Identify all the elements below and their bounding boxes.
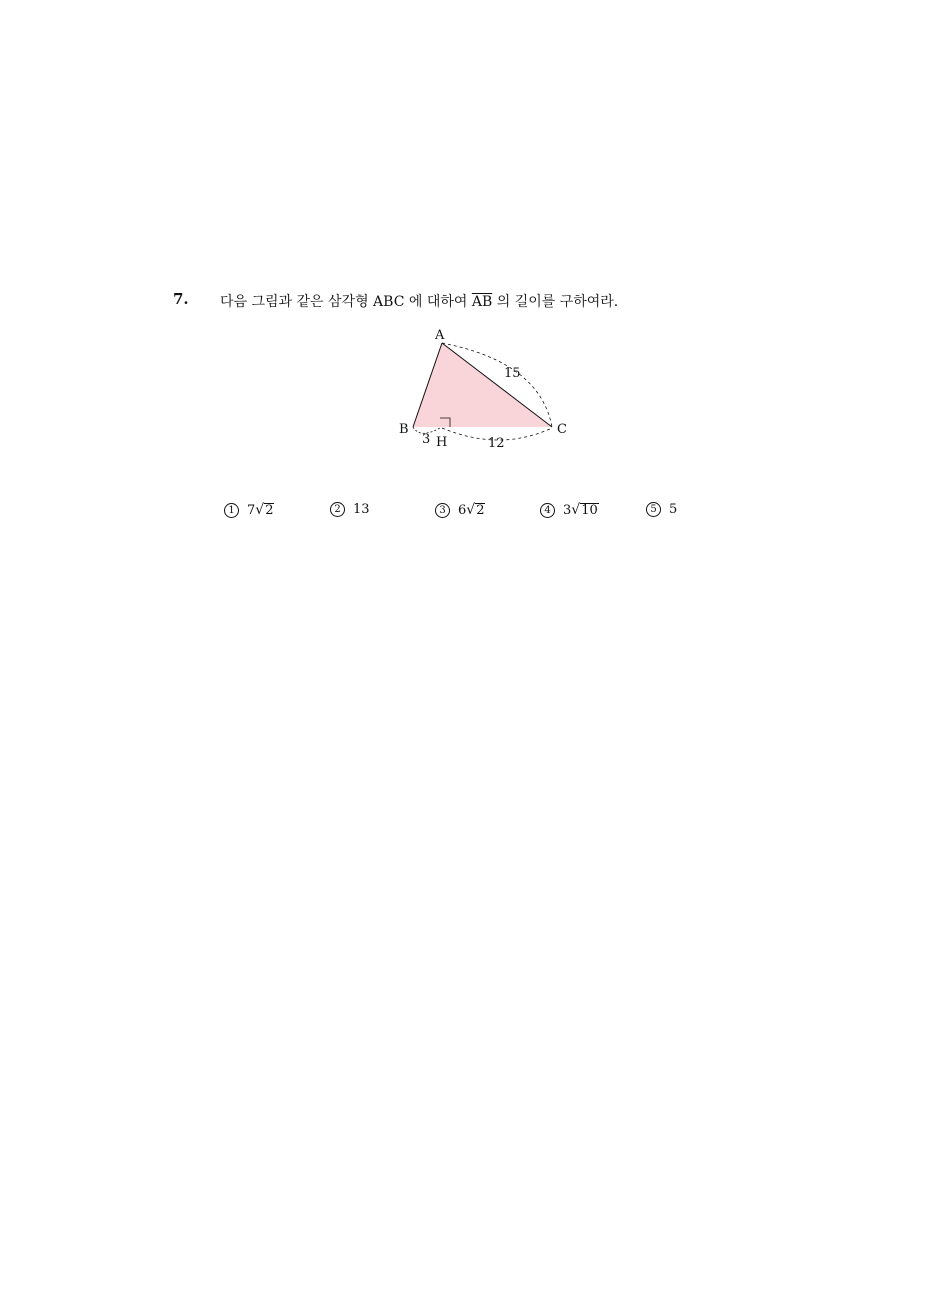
question-prefix: 다음 그림과 같은 삼각형 ABC 에 대하여 [220,294,472,310]
choice-number: 4 [540,503,555,518]
foot-h-label: H [436,435,448,450]
label-hc-length: 12 [488,436,505,451]
problem-number: 7. [173,290,189,308]
label-ac-length: 15 [504,366,521,381]
choice-number: 1 [224,503,239,518]
choice-number: 2 [330,502,345,517]
choice-value: 3 √ 10 [563,502,598,518]
choice-1[interactable] [224,502,274,518]
label-bh-length: 3 [422,432,431,447]
vertex-b-label: B [399,422,409,437]
choice-number: 5 [646,502,661,517]
choice-value: 5 [669,502,678,517]
choice-3[interactable] [435,502,485,518]
choice-value: 7 √ 2 [247,502,274,518]
choice-number: 3 [435,503,450,518]
question-text [220,291,618,311]
sqrt-sign: √ 2 [466,502,485,518]
choice-value: 6 √ 2 [458,502,485,518]
segment-ab-label: $\overline{AB}$ [471,294,493,310]
sqrt-sign: √ 10 [571,502,598,518]
choice-2[interactable] [330,502,370,517]
choice-4[interactable] [540,502,599,518]
triangle-figure [390,322,580,457]
sqrt-sign: √ 2 [255,502,274,518]
question-suffix: 의 길이를 구하여라. [492,294,619,310]
choice-value: 13 [353,502,370,517]
vertex-a-label: A [435,328,445,343]
triangle-fill [413,343,552,427]
vertex-c-label: C [557,422,567,437]
choice-5[interactable] [646,502,677,517]
